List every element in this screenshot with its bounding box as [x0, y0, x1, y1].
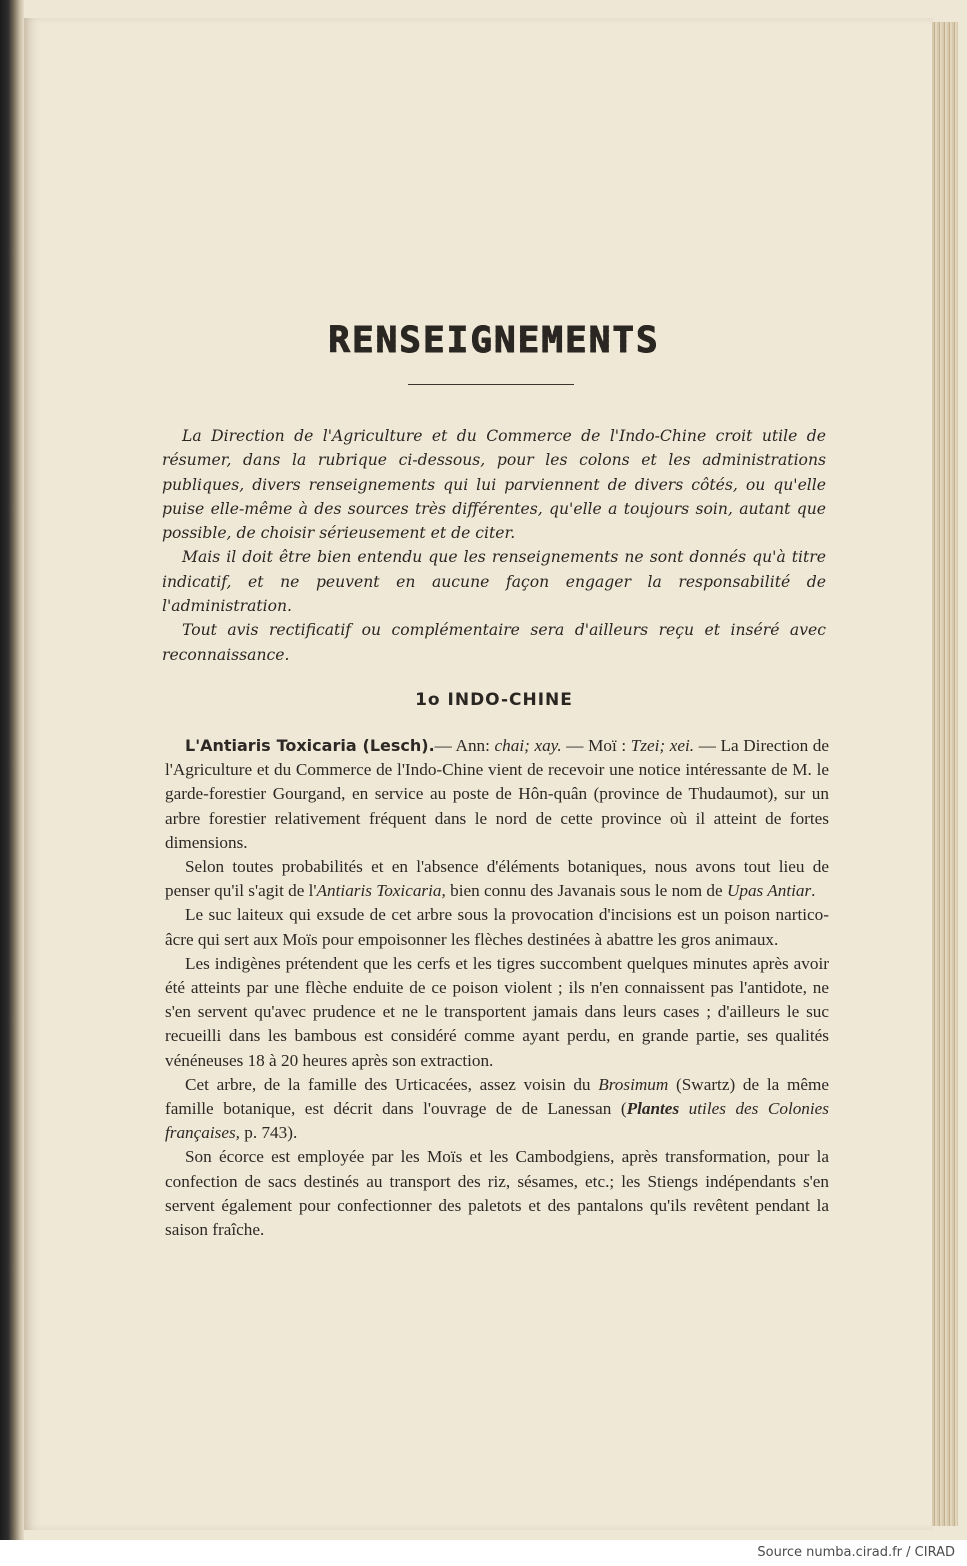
article-text: . — [811, 881, 816, 901]
article-text: — Ann: — [434, 736, 495, 755]
article-paragraph: Son écorce est employée par les Moïs et les Cambodgiens, après transformation, pour la confection de sacs destinés au transport des riz, sésames, etc.; les Stiengs indépendants s'en servent également pour confectionner des paletots et des pantalons qu'ils revêtent pendant la saison fraîche. — [165, 1147, 829, 1240]
section-heading: 1o INDO-CHINE — [415, 690, 573, 710]
book-binding-shadow — [0, 0, 24, 1540]
page-stack-edge — [932, 22, 958, 1526]
article-text: p. 743). — [239, 1123, 298, 1143]
moi-names: Tzei; xei. — [630, 736, 695, 755]
intro-paragraph: Tout avis rectificatif ou complémentaire sera d'ailleurs reçu et inséré avec reconnaissance. — [162, 621, 826, 664]
article-lead: L'Antiaris Toxicaria (Lesch). — [185, 736, 435, 755]
javanese-name: Upas Antiar — [726, 881, 812, 901]
article-text: (Swartz) de la même famille botanique, est décrit dans l'ouvrage de de Lanessan ( — [165, 1074, 829, 1119]
article-text: bien connu des Javanais sous le nom de — [445, 881, 727, 901]
intro-paragraph: Mais il doit être bien entendu que les renseignements ne sont donnés qu'à titre indicatif, et ne peuvent en aucune façon engager la responsabilité de l'administration. — [162, 548, 826, 616]
book-title: Plantes — [626, 1099, 680, 1119]
article-paragraph — [165, 1073, 829, 1146]
species-name: Antiaris Toxicaria, — [316, 881, 446, 901]
article-paragraph: Le suc laiteux qui exsude de cet arbre sous la provocation d'incisions est un poison nartico-âcre qui sert aux Moïs pour empoisonner les flèches destinées à abattre les gros animaux. — [165, 905, 829, 949]
article-text: — La Direction de l'Agriculture et du Commerce de l'Indo-Chine vient de recevoir une notice intéressante de M. le garde-forestier Gourgand, en service au poste de Hôn-quân (province de Thudaumot), sur un arbre forestier relativement fréquent dans le nord de cette province où il atteint de fortes dimensions. — [165, 736, 830, 852]
intro-notice — [162, 424, 826, 667]
book-title: utiles des Colonies françaises, — [165, 1099, 829, 1143]
page-title: RENSEIGNEMENTS — [328, 320, 660, 361]
intro-paragraph: La Direction de l'Agriculture et du Commerce de l'Indo-Chine croit utile de résumer, dans la rubrique ci-dessous, pour les colons et les administrations publiques, divers renseignements qui lui parviennent de divers côtés, ou qu'elle puise elle-même à des sources très différentes, qu'elle a toujours soin, autant que possible, de choisir sérieusement et de citer. — [162, 427, 826, 543]
annamite-names: chai; xay. — [494, 736, 562, 755]
article-paragraph — [165, 855, 829, 903]
article-body — [165, 734, 829, 1242]
article-text: Cet arbre, de la famille des Urticacées, assez voisin du — [185, 1074, 599, 1094]
source-credit: Source numba.cirad.fr / CIRAD — [757, 1545, 955, 1560]
article-text: Selon toutes probabilités et en l'absence d'éléments botaniques, nous avons tout lieu de penser qu'il s'agit de l' — [165, 857, 829, 901]
article-paragraph: Les indigènes prétendent que les cerfs et les tigres succombent quelques minutes après avoir été atteints par une flèche enduite de ce poison violent ; ils n'en connaissent pas l'antidote, ne s'en servent qu'avec prudence et ne le transportent jamais dans leurs cases ; d'ailleurs le suc recueilli dans les bambous est considéré comme ayant perdu, en grande partie, ses qualités vénéneuses 18 à 20 heures après son extraction. — [165, 953, 829, 1070]
title-divider — [408, 384, 574, 385]
article-text: — Moï : — [561, 736, 631, 755]
genus-name: Brosimum — [598, 1074, 669, 1094]
article-paragraph — [165, 734, 829, 855]
